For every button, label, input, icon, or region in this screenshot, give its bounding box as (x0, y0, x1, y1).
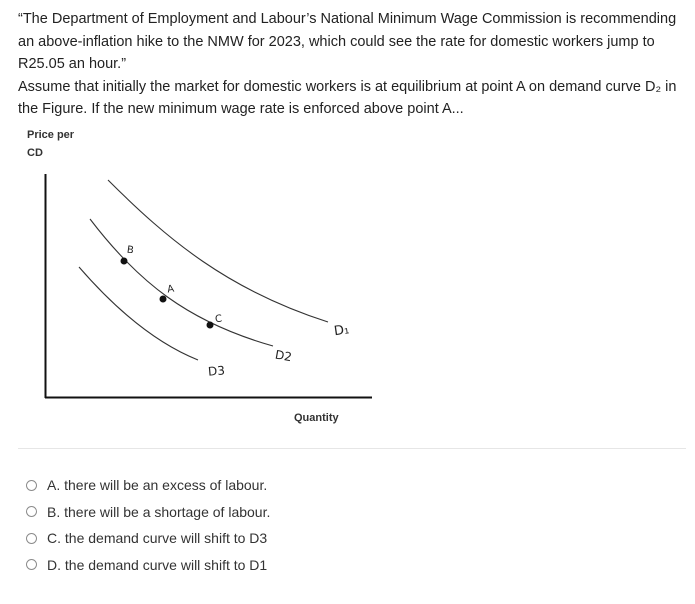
option-c-text: the demand curve will shift to D3 (64, 530, 268, 547)
demand-curve-figure (18, 122, 378, 434)
answer-options (26, 472, 270, 578)
option-b-text: there will be a shortage of labour. (64, 503, 271, 520)
point-b-dot (121, 258, 128, 265)
option-b-letter: B. (47, 503, 61, 520)
option-a-text: there will be an excess of labour. (64, 477, 268, 494)
demand-curve-d2 (90, 219, 273, 346)
curve-d1-label: D₁ (333, 322, 351, 340)
option-c-letter: C. (47, 530, 61, 547)
point-a-label: A (166, 283, 176, 296)
point-c-label: C (214, 313, 223, 326)
curve-d2-label: D2 (273, 347, 293, 365)
y-axis-label-line1: Price per (27, 129, 75, 141)
option-c[interactable] (26, 525, 270, 552)
y-axis-label-line2: CD (27, 147, 43, 159)
radio-option-c[interactable] (26, 533, 37, 544)
option-d[interactable] (26, 552, 270, 579)
point-c-dot (207, 322, 214, 329)
graph-svg (18, 122, 378, 434)
option-a-letter: A. (47, 477, 61, 494)
option-d-letter: D. (47, 556, 61, 573)
question-text (18, 8, 688, 121)
curve-d3-label: D3 (207, 363, 226, 379)
option-d-text: the demand curve will shift to D1 (64, 556, 268, 573)
x-axis-label: Quantity (294, 412, 339, 424)
demand-curve-d1 (108, 180, 328, 322)
radio-option-b[interactable] (26, 506, 37, 517)
option-a[interactable] (26, 472, 270, 499)
option-b[interactable] (26, 499, 270, 526)
point-b-label: B (126, 244, 135, 257)
divider (18, 448, 686, 449)
radio-option-a[interactable] (26, 480, 37, 491)
radio-option-d[interactable] (26, 559, 37, 570)
question-paragraph-1: “The Department of Employment and Labour’s National Minimum Wage Commission is recommending an above-inflation hike to the NMW for 2023, which could see the rate for domestic workers jump to R25.05 an hour.” (18, 11, 677, 72)
question-paragraph-2: Assume that initially the market for domestic workers is at equilibrium at point A on demand curve D₂ in the Figure. If the new minimum wage rate is enforced above point A... (18, 78, 677, 117)
demand-curve-d3 (79, 267, 198, 360)
point-a-dot (160, 296, 167, 303)
